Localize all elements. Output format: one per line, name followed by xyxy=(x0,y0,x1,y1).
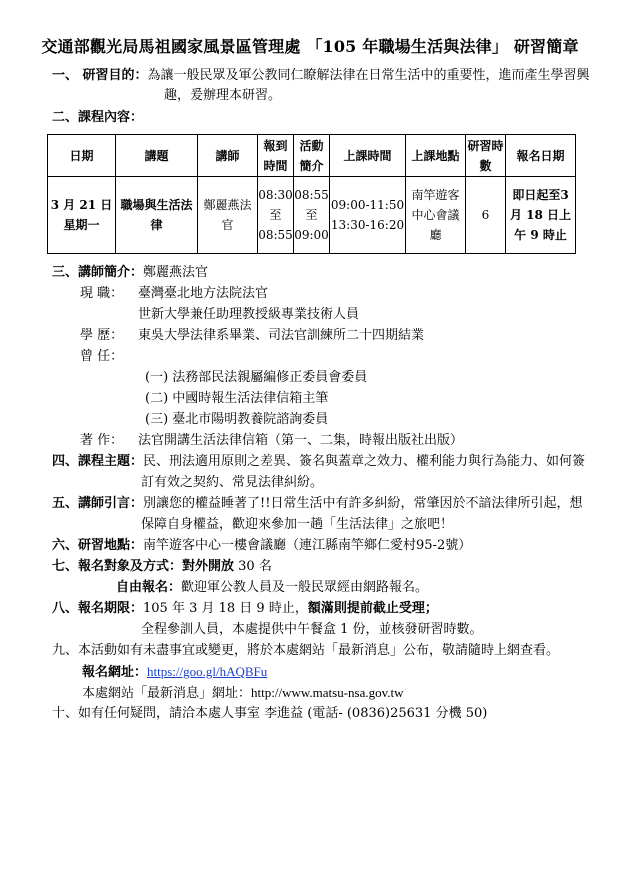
purpose-text-2: 趣，爰辦理本研習。 xyxy=(164,88,282,103)
course-row xyxy=(48,177,576,254)
page-title: 交通部觀光局馬祖國家風景區管理處 「105 年職場生活與法律」 研習簡章 xyxy=(41,37,579,56)
cell-intro: 08:55 至 09:00 xyxy=(294,177,330,254)
former-item-3: (三) 臺北市陽明教養院諮詢委員 xyxy=(145,412,329,427)
course-table xyxy=(47,134,576,254)
theme-text-1: 民、刑法適用原則之差異、簽名與蓋章之效力、權利能力與行為能力、如何簽 xyxy=(143,454,586,469)
theme-text-2: 訂有效之契約、常見法律糾紛。 xyxy=(141,475,324,490)
course-header-row xyxy=(48,135,576,177)
cell-lecturer: 鄭麗燕法官 xyxy=(198,177,258,254)
cell-class-time xyxy=(330,177,406,254)
edu-text: 東吳大學法律系畢業、司法官訓練所二十四期結業 xyxy=(138,328,425,343)
intro-text-2: 保障自身權益，歡迎來參加一趟「生活法律」之旅吧！ xyxy=(141,517,454,532)
enroll-free xyxy=(116,578,428,597)
deadline-text-2: 全程參訓人員，本處提供中午餐盒 1 份，並核發研習時數。 xyxy=(141,622,483,637)
former-item-2: (二) 中國時報生活法律信箱主筆 xyxy=(145,391,329,406)
header-topic: 講題 xyxy=(116,135,198,177)
lecturer-label: 三、講師簡介： xyxy=(52,265,144,280)
cell-signup: 即日起至3 月 18 日上午 9 時止 xyxy=(506,177,576,254)
deadline-text-b: 額滿則提前截止受理； xyxy=(307,601,438,616)
header-class-time: 上課時間 xyxy=(330,135,406,177)
signup-url-link[interactable]: https://goo.gl/hAQBFu xyxy=(147,664,268,679)
class-time-afternoon: 13:30-16:20 xyxy=(330,218,405,232)
lecturer-works xyxy=(80,431,463,450)
contact-text: 十、如有任何疑問，請洽本處人事室 李進益 (電話- (0836)25631 分機 50) xyxy=(52,706,488,721)
enroll-open: 對外開放 xyxy=(182,559,235,574)
edu-label: 學 歷： xyxy=(80,328,124,343)
signup-url-line xyxy=(82,662,267,682)
header-location: 上課地點 xyxy=(406,135,466,177)
venue-section xyxy=(52,536,471,555)
header-hours: 研習時數 xyxy=(466,135,506,177)
purpose-text-1: 為讓一般民眾及軍公教同仁瞭解法律在日常生活中的重要性，進而產生學習興 xyxy=(147,68,590,83)
current-2: 世新大學兼任助理教授級專業技術人員 xyxy=(138,307,360,322)
lecturer-name: 鄭麗燕法官 xyxy=(143,265,209,280)
theme-label: 四、課程主題： xyxy=(52,454,144,469)
deadline-text-a: 105 年 3 月 18 日 9 時止， xyxy=(143,601,308,616)
intro-label: 五、講師引言： xyxy=(52,496,144,511)
signup-url-label: 報名網址： xyxy=(82,665,148,680)
site-url-link[interactable]: http://www.matsu-nsa.gov.tw xyxy=(251,685,404,700)
header-lecturer: 講師 xyxy=(198,135,258,177)
current-label: 現 職： xyxy=(80,286,124,301)
notice-text: 九、本活動如有未盡事宜或變更，將於本處網站「最新消息」公布，敬請隨時上網查看。 xyxy=(52,643,560,658)
free-label: 自由報名： xyxy=(116,580,182,595)
enroll-section xyxy=(52,557,272,576)
former-item-1: (一) 法務部民法親屬編修正委員會委員 xyxy=(145,370,368,385)
venue-text: 南竿遊客中心一樓會議廳（連江縣南竿鄉仁愛村95-2號） xyxy=(143,538,472,553)
cell-location: 南竿遊客中心會議廳 xyxy=(406,177,466,254)
header-signup: 報名日期 xyxy=(506,135,576,177)
intro-text-1: 別讓您的權益睡著了!!日常生活中有許多糾紛，常肇因於不諳法律所引起，想 xyxy=(143,496,583,511)
header-intro: 活動簡介 xyxy=(294,135,330,177)
venue-label: 六、研習地點： xyxy=(52,538,144,553)
former-label: 曾 任： xyxy=(80,349,124,364)
theme-section xyxy=(52,452,585,471)
cell-topic: 職場與生活法律 xyxy=(116,177,198,254)
cell-date: 3 月 21 日星期一 xyxy=(48,177,116,254)
cell-hours: 6 xyxy=(466,177,506,254)
purpose-section xyxy=(52,66,590,85)
works-text: 法官開講生活法律信箱（第一、二集，時報出版社出版） xyxy=(138,433,464,448)
free-text: 歡迎軍公教人員及一般民眾經由網路報名。 xyxy=(181,580,429,595)
deadline-section xyxy=(52,599,438,618)
header-date: 日期 xyxy=(48,135,116,177)
cell-checkin: 08:30 至 08:55 xyxy=(258,177,294,254)
lecturer-section xyxy=(52,263,208,282)
works-label: 著 作： xyxy=(80,433,124,448)
site-url-label: 本處網站「最新消息」網址： xyxy=(82,686,252,701)
lecturer-education xyxy=(80,326,424,345)
course-label: 二、課程內容： xyxy=(52,110,144,125)
deadline-label: 八、報名期限： xyxy=(52,601,144,616)
current-1: 臺灣臺北地方法院法官 xyxy=(138,286,269,301)
intro-section xyxy=(52,494,582,513)
enroll-count: 30 名 xyxy=(234,559,272,574)
header-checkin: 報到時間 xyxy=(258,135,294,177)
enroll-label: 七、報名對象及方式： xyxy=(52,559,183,574)
purpose-label: 一、 研習目的： xyxy=(52,68,148,83)
site-url-line xyxy=(82,683,404,703)
class-time-morning: 09:00-11:50 xyxy=(330,198,405,212)
lecturer-current xyxy=(80,284,268,303)
